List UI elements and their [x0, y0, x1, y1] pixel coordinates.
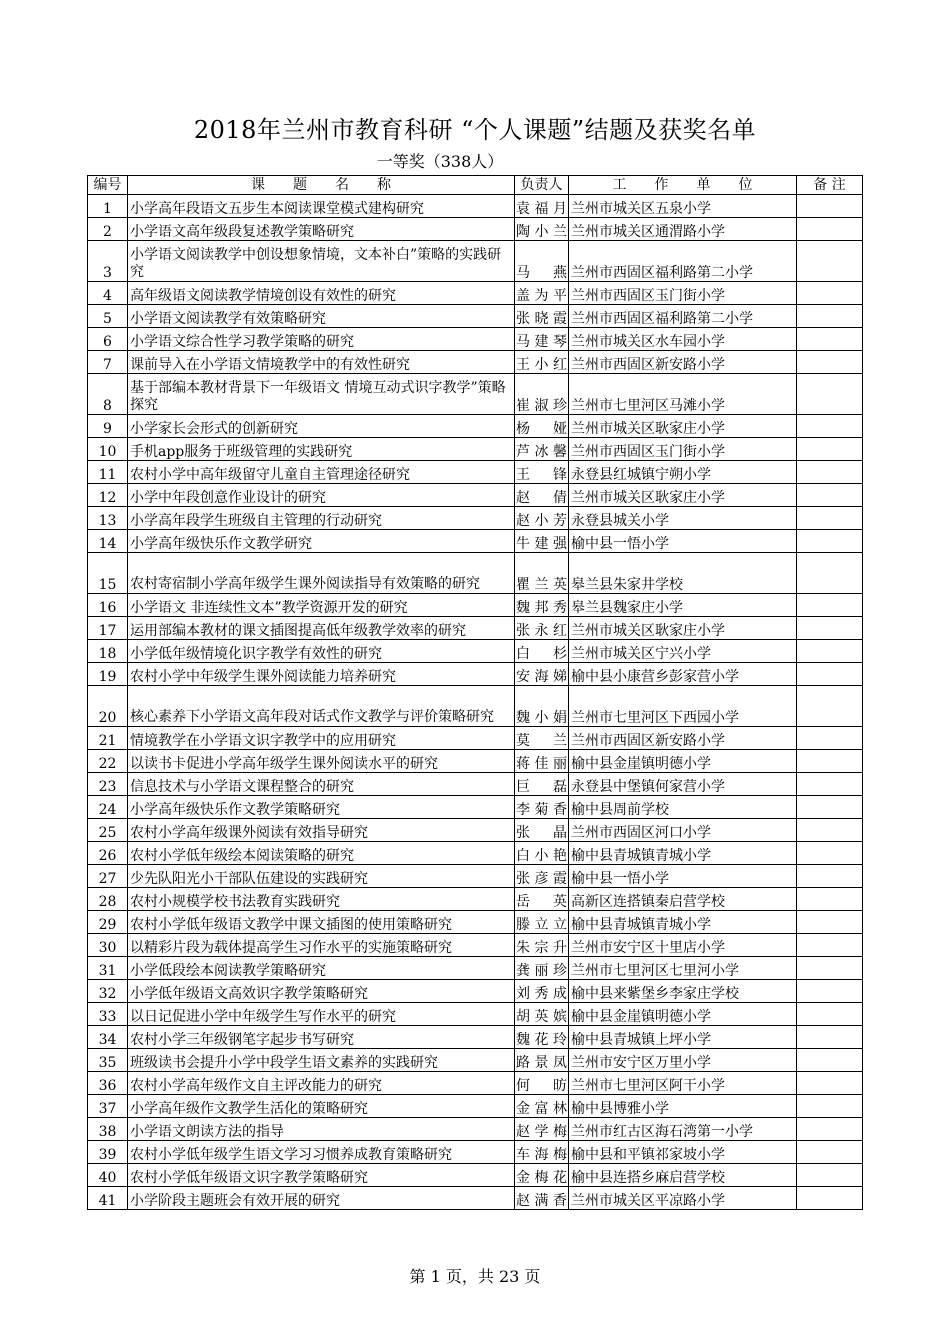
row-topic: 小学低年级情境化识字教学有效性的研究: [128, 640, 515, 663]
table-row: [88, 819, 863, 842]
row-num: 37: [88, 1095, 128, 1118]
row-unit: 榆中县青城镇青城小学: [569, 842, 797, 865]
row-num: 17: [88, 617, 128, 640]
row-topic: 农村小学中年级学生课外阅读能力培养研究: [128, 663, 515, 686]
row-leader: 巨 磊: [515, 773, 569, 796]
row-unit: 兰州市西固区玉门街小学: [569, 438, 797, 461]
row-num: 9: [88, 415, 128, 438]
row-topic: 运用部编本教材的课文插图提高低年级教学效率的研究: [128, 617, 515, 640]
award-table: [87, 175, 863, 1210]
row-unit: 榆中县连搭乡麻启营学校: [569, 1164, 797, 1187]
row-topic: 小学语文 非连续性文本”教学资源开发的研究: [128, 594, 515, 617]
row-num: 25: [88, 819, 128, 842]
row-num: 23: [88, 773, 128, 796]
row-unit: 榆中县金崖镇明德小学: [569, 750, 797, 773]
row-leader: 赵小芳: [515, 507, 569, 530]
row-num: 28: [88, 888, 128, 911]
row-note: [797, 1049, 863, 1072]
row-unit: 兰州市红古区海石湾第一小学: [569, 1118, 797, 1141]
table-row: [88, 1187, 863, 1210]
table-row: [88, 773, 863, 796]
row-num: 7: [88, 351, 128, 374]
row-topic: 小学中年段创意作业设计的研究: [128, 484, 515, 507]
row-num: 27: [88, 865, 128, 888]
row-topic: 农村小学低年级绘本阅读策略的研究: [128, 842, 515, 865]
row-topic: 以精彩片段为载体提高学生习作水平的实施策略研究: [128, 934, 515, 957]
page-footer: 第 1 页，共 23 页: [409, 1267, 541, 1286]
row-note: [797, 507, 863, 530]
row-num: 11: [88, 461, 128, 484]
row-note: [797, 415, 863, 438]
row-topic: 信息技术与小学语文课程整合的研究: [128, 773, 515, 796]
row-note: [797, 461, 863, 484]
row-num: 21: [88, 727, 128, 750]
row-leader: 王 锋: [515, 461, 569, 484]
row-leader: 李菊香: [515, 796, 569, 819]
row-note: [797, 888, 863, 911]
row-num: 24: [88, 796, 128, 819]
row-topic: 农村小学中高年级留守儿童自主管理途径研究: [128, 461, 515, 484]
row-topic: 少先队阳光小干部队伍建设的实践研究: [128, 865, 515, 888]
row-unit: 榆中县金崖镇明德小学: [569, 1003, 797, 1026]
row-num: 5: [88, 305, 128, 328]
row-note: [797, 1164, 863, 1187]
row-unit: 永登县红城镇宁朔小学: [569, 461, 797, 484]
row-num: 15: [88, 553, 128, 594]
row-leader: 张 晶: [515, 819, 569, 842]
row-leader: 胡英嫔: [515, 1003, 569, 1026]
row-num: 10: [88, 438, 128, 461]
row-num: 18: [88, 640, 128, 663]
row-leader: 白 杉: [515, 640, 569, 663]
header-unit: 工 作 单 位: [569, 176, 797, 195]
table-row: [88, 640, 863, 663]
row-unit: 榆中县一悟小学: [569, 865, 797, 888]
row-note: [797, 553, 863, 594]
row-topic: 情境教学在小学语文识字教学中的应用研究: [128, 727, 515, 750]
row-unit: 兰州市西固区新安路小学: [569, 351, 797, 374]
row-num: 29: [88, 911, 128, 934]
row-num: 12: [88, 484, 128, 507]
row-topic: 以日记促进小学中年级学生写作水平的研究: [128, 1003, 515, 1026]
row-topic: 小学高年级作文教学生活化的策略研究: [128, 1095, 515, 1118]
table-row: [88, 415, 863, 438]
row-unit: 兰州市城关区平凉路小学: [569, 1187, 797, 1210]
row-topic: 小学语文阅读教学有效策略研究: [128, 305, 515, 328]
header-leader: 负责人: [515, 176, 569, 195]
row-unit: 兰州市城关区耿家庄小学: [569, 415, 797, 438]
row-leader: 赵 倩: [515, 484, 569, 507]
row-topic: 课前导入在小学语文情境教学中的有效性研究: [128, 351, 515, 374]
row-num: 6: [88, 328, 128, 351]
row-num: 38: [88, 1118, 128, 1141]
row-topic: 小学低年级语文高效识字教学策略研究: [128, 980, 515, 1003]
row-leader: 白小艳: [515, 842, 569, 865]
table-row: [88, 282, 863, 305]
row-note: [797, 374, 863, 415]
row-note: [797, 796, 863, 819]
row-num: 33: [88, 1003, 128, 1026]
row-note: [797, 773, 863, 796]
row-leader: 赵学梅: [515, 1118, 569, 1141]
row-note: [797, 980, 863, 1003]
row-leader: 魏花玲: [515, 1026, 569, 1049]
row-note: [797, 1187, 863, 1210]
row-note: [797, 1118, 863, 1141]
row-note: [797, 911, 863, 934]
row-leader: 盖为平: [515, 282, 569, 305]
row-note: [797, 484, 863, 507]
row-unit: 兰州市西固区新安路小学: [569, 727, 797, 750]
row-leader: 岳 英: [515, 888, 569, 911]
row-topic: 以读书卡促进小学高年级学生课外阅读水平的研究: [128, 750, 515, 773]
row-unit: 榆中县一悟小学: [569, 530, 797, 553]
row-leader: 车海梅: [515, 1141, 569, 1164]
table-row: [88, 241, 863, 282]
award-level-subtitle: 一等奖（338人）: [376, 152, 504, 171]
table-row: [88, 1095, 863, 1118]
row-note: [797, 865, 863, 888]
table-row: [88, 374, 863, 415]
row-unit: 高新区连搭镇秦启营学校: [569, 888, 797, 911]
table-row: [88, 1003, 863, 1026]
row-unit: 兰州市西固区玉门街小学: [569, 282, 797, 305]
row-unit: 榆中县青城镇上坪小学: [569, 1026, 797, 1049]
row-topic: 小学家长会形式的创新研究: [128, 415, 515, 438]
row-unit: 榆中县周前学校: [569, 796, 797, 819]
row-unit: 兰州市城关区通渭路小学: [569, 218, 797, 241]
row-leader: 王小红: [515, 351, 569, 374]
row-num: 34: [88, 1026, 128, 1049]
table-row: [88, 351, 863, 374]
row-note: [797, 195, 863, 218]
row-note: [797, 241, 863, 282]
row-topic: 小学高年段学生班级自主管理的行动研究: [128, 507, 515, 530]
row-topic: 农村小规模学校书法教育实践研究: [128, 888, 515, 911]
table-row: [88, 842, 863, 865]
row-topic: 小学高年段语文五步生本阅读课堂模式建构研究: [128, 195, 515, 218]
row-leader: 莫 兰: [515, 727, 569, 750]
row-leader: 张永红: [515, 617, 569, 640]
table-row: [88, 305, 863, 328]
row-leader: 蒋佳丽: [515, 750, 569, 773]
row-leader: 崔淑珍: [515, 374, 569, 415]
row-topic: 核心素养下小学语文高年段对话式作文教学与评价策略研究: [128, 686, 515, 727]
table-row: [88, 1164, 863, 1187]
table-row: [88, 507, 863, 530]
row-topic: 小学低段绘本阅读教学策略研究: [128, 957, 515, 980]
row-unit: 皋兰县朱家井学校: [569, 553, 797, 594]
row-topic: 高年级语文阅读教学情境创设有效性的研究: [128, 282, 515, 305]
table-row: [88, 865, 863, 888]
row-num: 36: [88, 1072, 128, 1095]
row-topic: 农村小学低年级语文识字教学策略研究: [128, 1164, 515, 1187]
table-row: [88, 594, 863, 617]
row-note: [797, 438, 863, 461]
table-row: [88, 727, 863, 750]
row-unit: 榆中县来紫堡乡李家庄学校: [569, 980, 797, 1003]
row-note: [797, 218, 863, 241]
table-header-row: [88, 176, 863, 195]
row-leader: 马建琴: [515, 328, 569, 351]
row-num: 13: [88, 507, 128, 530]
row-unit: 榆中县博雅小学: [569, 1095, 797, 1118]
row-leader: 朱宗升: [515, 934, 569, 957]
row-leader: 牛建强: [515, 530, 569, 553]
row-note: [797, 686, 863, 727]
row-topic: 农村小学三年级钢笔字起步书写研究: [128, 1026, 515, 1049]
row-topic: 班级读书会提升小学中段学生语文素养的实践研究: [128, 1049, 515, 1072]
row-topic: 基于部编本教材背景下一年级语文 情境互动式识字教学”策略探究: [128, 374, 515, 415]
row-note: [797, 957, 863, 980]
table-row: [88, 980, 863, 1003]
row-leader: 魏邦秀: [515, 594, 569, 617]
row-note: [797, 819, 863, 842]
page-title: 2018年兰州市教育科研 “个人课题”结题及获奖名单: [193, 116, 757, 144]
row-num: 41: [88, 1187, 128, 1210]
row-num: 22: [88, 750, 128, 773]
row-note: [797, 1095, 863, 1118]
row-num: 19: [88, 663, 128, 686]
row-num: 1: [88, 195, 128, 218]
row-note: [797, 663, 863, 686]
row-leader: 马 燕: [515, 241, 569, 282]
row-num: 2: [88, 218, 128, 241]
table-row: [88, 218, 863, 241]
row-num: 8: [88, 374, 128, 415]
table-row: [88, 530, 863, 553]
row-topic: 小学语文综合性学习教学策略的研究: [128, 328, 515, 351]
table-row: [88, 1049, 863, 1072]
row-leader: 安海娣: [515, 663, 569, 686]
row-leader: 路景凤: [515, 1049, 569, 1072]
row-leader: 刘秀成: [515, 980, 569, 1003]
row-num: 3: [88, 241, 128, 282]
row-num: 20: [88, 686, 128, 727]
row-unit: 兰州市城关区耿家庄小学: [569, 617, 797, 640]
table-row: [88, 934, 863, 957]
row-num: 32: [88, 980, 128, 1003]
row-num: 30: [88, 934, 128, 957]
row-num: 14: [88, 530, 128, 553]
row-num: 31: [88, 957, 128, 980]
table-row: [88, 461, 863, 484]
row-leader: 张晓霞: [515, 305, 569, 328]
row-unit: 兰州市西固区福利路第二小学: [569, 305, 797, 328]
row-topic: 农村小学低年级语文教学中课文插图的使用策略研究: [128, 911, 515, 934]
row-note: [797, 934, 863, 957]
row-leader: 何 昉: [515, 1072, 569, 1095]
table-row: [88, 957, 863, 980]
row-leader: 张彦霞: [515, 865, 569, 888]
row-unit: 兰州市安宁区十里店小学: [569, 934, 797, 957]
row-unit: 兰州市城关区宁兴小学: [569, 640, 797, 663]
row-note: [797, 530, 863, 553]
row-note: [797, 1072, 863, 1095]
row-note: [797, 750, 863, 773]
table-row: [88, 888, 863, 911]
row-num: 4: [88, 282, 128, 305]
table-row: [88, 1141, 863, 1164]
table-row: [88, 750, 863, 773]
row-note: [797, 305, 863, 328]
row-leader: 魏小娟: [515, 686, 569, 727]
row-topic: 小学语文阅读教学中创设想象情境，文本补白”策略的实践研究: [128, 241, 515, 282]
table-row: [88, 796, 863, 819]
row-leader: 袁福月: [515, 195, 569, 218]
table-row: [88, 438, 863, 461]
row-note: [797, 328, 863, 351]
row-topic: 小学语文高年级段复述教学策略研究: [128, 218, 515, 241]
row-num: 16: [88, 594, 128, 617]
row-unit: 兰州市七里河区马滩小学: [569, 374, 797, 415]
row-topic: 手机app服务于班级管理的实践研究: [128, 438, 515, 461]
row-num: 40: [88, 1164, 128, 1187]
row-note: [797, 727, 863, 750]
row-unit: 兰州市西固区河口小学: [569, 819, 797, 842]
row-leader: 赵满香: [515, 1187, 569, 1210]
row-unit: 兰州市七里河区阿干小学: [569, 1072, 797, 1095]
row-unit: 兰州市城关区水车园小学: [569, 328, 797, 351]
row-unit: 榆中县和平镇祁家坡小学: [569, 1141, 797, 1164]
table-row: [88, 484, 863, 507]
row-unit: 永登县中堡镇何家营小学: [569, 773, 797, 796]
row-note: [797, 640, 863, 663]
row-note: [797, 282, 863, 305]
table-row: [88, 195, 863, 218]
row-unit: 皋兰县魏家庄小学: [569, 594, 797, 617]
header-note: 备 注: [797, 176, 863, 195]
row-note: [797, 1026, 863, 1049]
row-topic: 小学阶段主题班会有效开展的研究: [128, 1187, 515, 1210]
table-row: [88, 663, 863, 686]
row-unit: 永登县城关小学: [569, 507, 797, 530]
row-topic: 农村寄宿制小学高年级学生课外阅读指导有效策略的研究: [128, 553, 515, 594]
table-row: [88, 1118, 863, 1141]
row-topic: 农村小学高年级作文自主评改能力的研究: [128, 1072, 515, 1095]
row-note: [797, 351, 863, 374]
row-leader: 芦冰馨: [515, 438, 569, 461]
row-num: 26: [88, 842, 128, 865]
header-num: 编号: [88, 176, 128, 195]
table-row: [88, 553, 863, 594]
row-unit: 榆中县青城镇青城小学: [569, 911, 797, 934]
row-topic: 农村小学高年级课外阅读有效指导研究: [128, 819, 515, 842]
row-leader: 瞿兰英: [515, 553, 569, 594]
row-unit: 兰州市西固区福利路第二小学: [569, 241, 797, 282]
table-row: [88, 328, 863, 351]
table-row: [88, 1072, 863, 1095]
row-note: [797, 594, 863, 617]
row-num: 35: [88, 1049, 128, 1072]
header-topic: 课 题 名 称: [128, 176, 515, 195]
row-unit: 兰州市城关区耿家庄小学: [569, 484, 797, 507]
row-leader: 陶小兰: [515, 218, 569, 241]
row-topic: 小学高年级快乐作文教学策略研究: [128, 796, 515, 819]
row-unit: 榆中县小康营乡彭家营小学: [569, 663, 797, 686]
row-unit: 兰州市七里河区下西园小学: [569, 686, 797, 727]
row-num: 39: [88, 1141, 128, 1164]
row-leader: 杨 娅: [515, 415, 569, 438]
row-leader: 金富林: [515, 1095, 569, 1118]
table-row: [88, 1026, 863, 1049]
row-note: [797, 1003, 863, 1026]
row-note: [797, 617, 863, 640]
table-row: [88, 686, 863, 727]
row-topic: 小学高年级快乐作文教学研究: [128, 530, 515, 553]
row-topic: 小学语文朗读方法的指导: [128, 1118, 515, 1141]
row-leader: 龚丽珍: [515, 957, 569, 980]
row-unit: 兰州市安宁区万里小学: [569, 1049, 797, 1072]
row-unit: 兰州市七里河区七里河小学: [569, 957, 797, 980]
row-note: [797, 842, 863, 865]
row-leader: 滕立立: [515, 911, 569, 934]
table-row: [88, 617, 863, 640]
row-note: [797, 1141, 863, 1164]
table-row: [88, 911, 863, 934]
row-topic: 农村小学低年级学生语文学习习惯养成教育策略研究: [128, 1141, 515, 1164]
row-leader: 金梅花: [515, 1164, 569, 1187]
row-unit: 兰州市城关区五泉小学: [569, 195, 797, 218]
